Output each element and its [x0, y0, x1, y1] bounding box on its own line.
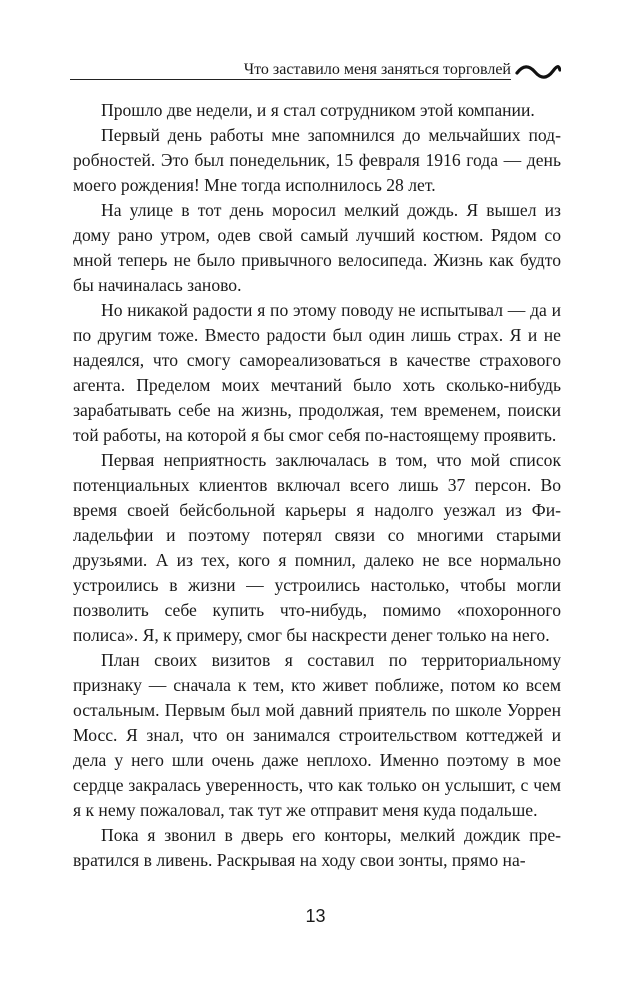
header-rule [70, 79, 511, 80]
text-body [73, 98, 561, 873]
page-number: 13 [305, 906, 326, 926]
paragraph-1: Прошло две недели, и я стал сотрудником этой компании. [101, 100, 535, 120]
paragraph-4: Но никакой радости я по этому поводу не испытывал — да и по другим тоже. Вместо радости был один лишь страх. Я и не надеялся, что смогу самореализоваться в качестве страхового агента. Пределом моих мечтаний было хоть сколько-нибудь зарабатывать себе на жизнь, продолжая, тем временем, поиски той работы, на которой я бы смог себя по-настоящему проявить. [73, 300, 561, 445]
paragraph-3: На улице в тот день моросил мелкий дождь. Я вышел из дому рано утром, одев свой самый лучший костюм. Рядом со мной теперь не было привычного велосипеда. Жизнь как будто бы начиналась заново. [73, 200, 561, 295]
paragraph-2: Первый день работы мне запомнился до мельчайших подробностей. Это был понедельник, 15 февраля 1916 года — день моего рождения! Мне тогда исполнилось 28 лет. [73, 125, 561, 195]
wave-ornament-icon [515, 62, 561, 80]
paragraph-5: Первая неприятность заключалась в том, что мой список потенциальных клиентов включал всего лишь 37 персон. Во время своей бейсбольной карьеры я надолго уезжал из Филадельфии и поэтому потерял связи со многими старыми друзьями. А из тех, кого я помнил, далеко не все нормально устроились в жизни — устроились настолько, чтобы могли позволить себе купить что-нибудь, помимо «похоронного полиса». Я, к примеру, смог бы наскрести денег только на него. [73, 450, 561, 645]
running-title: Что заставило меня заняться торговлей [243, 61, 511, 78]
running-header [70, 60, 561, 80]
paragraph-6: План своих визитов я составил по территориальному признаку — сначала к тем, кто живет поближе, потом ко всем остальным. Первым был мой давний приятель по школе Уоррен Мосс. Я знал, что он занимался строительством коттеджей и дела у него шли очень даже неплохо. Именно поэтому в мое сердце закралась уверенность, что как только он услышит, с чем я к нему пожаловал, так тут же отправит меня куда подальше. [73, 650, 561, 820]
paragraph-7: Пока я звонил в дверь его конторы, мелкий дождик превратился в ливень. Раскрывая на ходу свои зонты, прямо на- [73, 825, 561, 870]
